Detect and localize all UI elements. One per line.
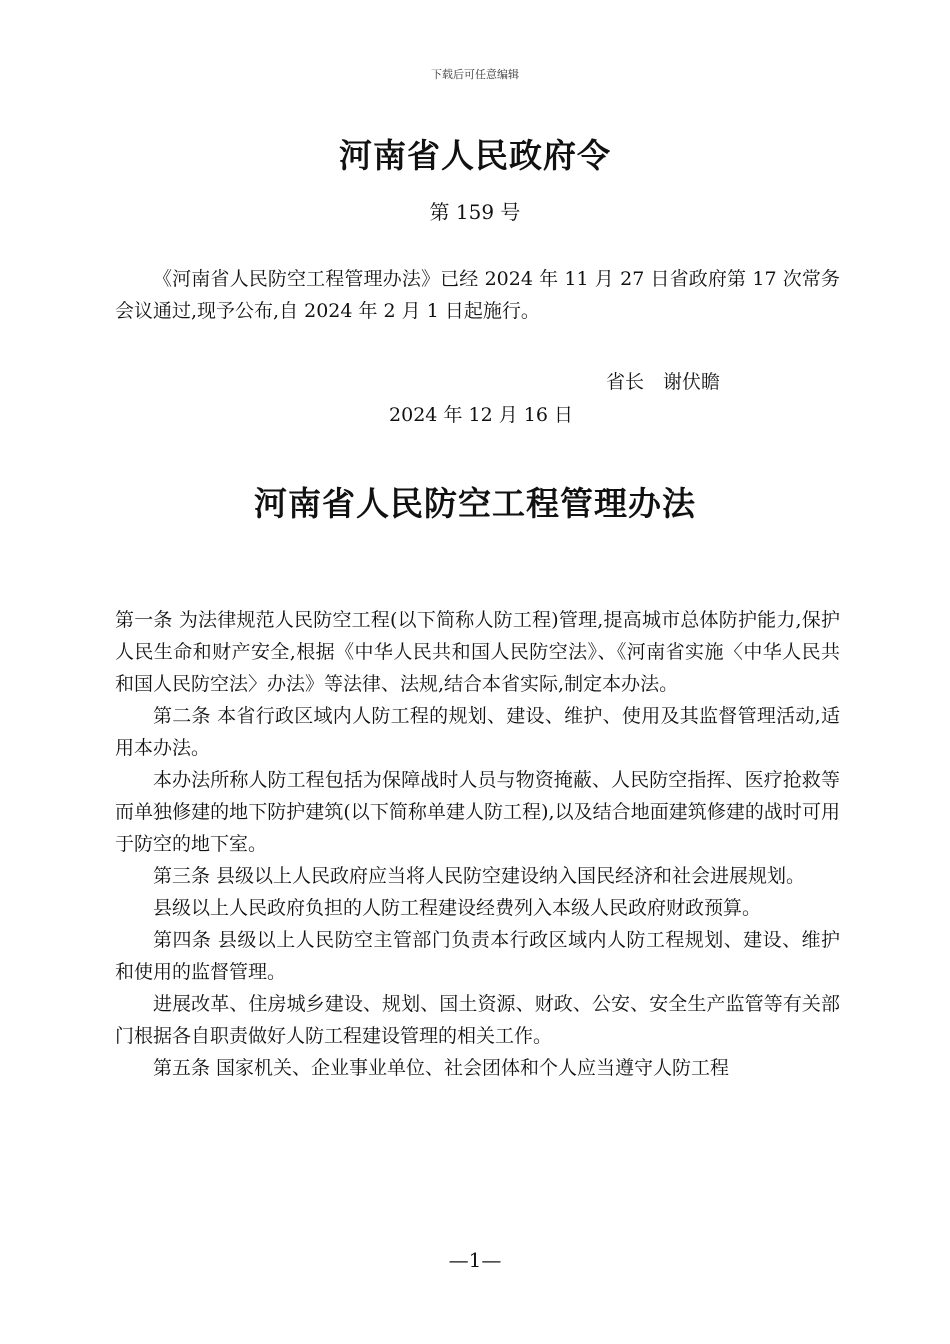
article-5-paragraph: 第五条 国家机关、企业事业单位、社会团体和个人应当遵守人防工程 — [153, 1057, 730, 1079]
document-title: 河南省人民政府令 — [339, 136, 611, 175]
order-number: 第 159 号 — [429, 200, 521, 224]
article-3-paragraph: 第三条 县级以上人民政府应当将人民防空建设纳入国民经济和社会进展规划。 — [153, 865, 806, 887]
article-3-budget-paragraph: 县级以上人民政府负担的人防工程建设经费列入本级人民政府财政预算。 — [153, 897, 762, 919]
article-1-paragraph: 第一条 为法律规范人民防空工程(以下简称人防工程)管理,提高城市总体防护能力,保护人民生命和财产安全,根据《中华人民共和国人民防空法》、《河南省实施〈中华人民共和国人民防空法〉办法》等法律、法规,结合本省实际,制定本办法。 — [115, 609, 840, 695]
signer: 省长 谢伏瞻 — [606, 371, 721, 393]
article-2-definition-paragraph: 本办法所称人防工程包括为保障战时人员与物资掩蔽、人民防空指挥、医疗抢救等而单独修建的地下防护建筑(以下简称单建人防工程),以及结合地面建筑修建的战时可用于防空的地下室。 — [115, 769, 840, 855]
law-body — [115, 604, 840, 1084]
page-number: —1— — [448, 1248, 502, 1272]
sign-date: 2024 年 12 月 16 日 — [389, 404, 573, 426]
article-2-paragraph: 第二条 本省行政区域内人防工程的规划、建设、维护、使用及其监督管理活动,适用本办法。 — [115, 705, 840, 759]
intro-paragraph: 《河南省人民防空工程管理办法》已经 2024 年 11 月 27 日省政府第 17 次常务会议通过,现予公布,自 2024 年 2 月 1 日起施行。 — [115, 268, 840, 322]
article-4-departments-paragraph: 进展改革、住房城乡建设、规划、国土资源、财政、公安、安全生产监管等有关部门根据各自职责做好人防工程建设管理的相关工作。 — [115, 993, 840, 1047]
law-title: 河南省人民防空工程管理办法 — [254, 484, 696, 523]
header-note: 下载后可任意编辑 — [431, 68, 519, 81]
article-4-paragraph: 第四条 县级以上人民防空主管部门负责本行政区域内人防工程规划、建设、维护和使用的监督管理。 — [115, 929, 840, 983]
